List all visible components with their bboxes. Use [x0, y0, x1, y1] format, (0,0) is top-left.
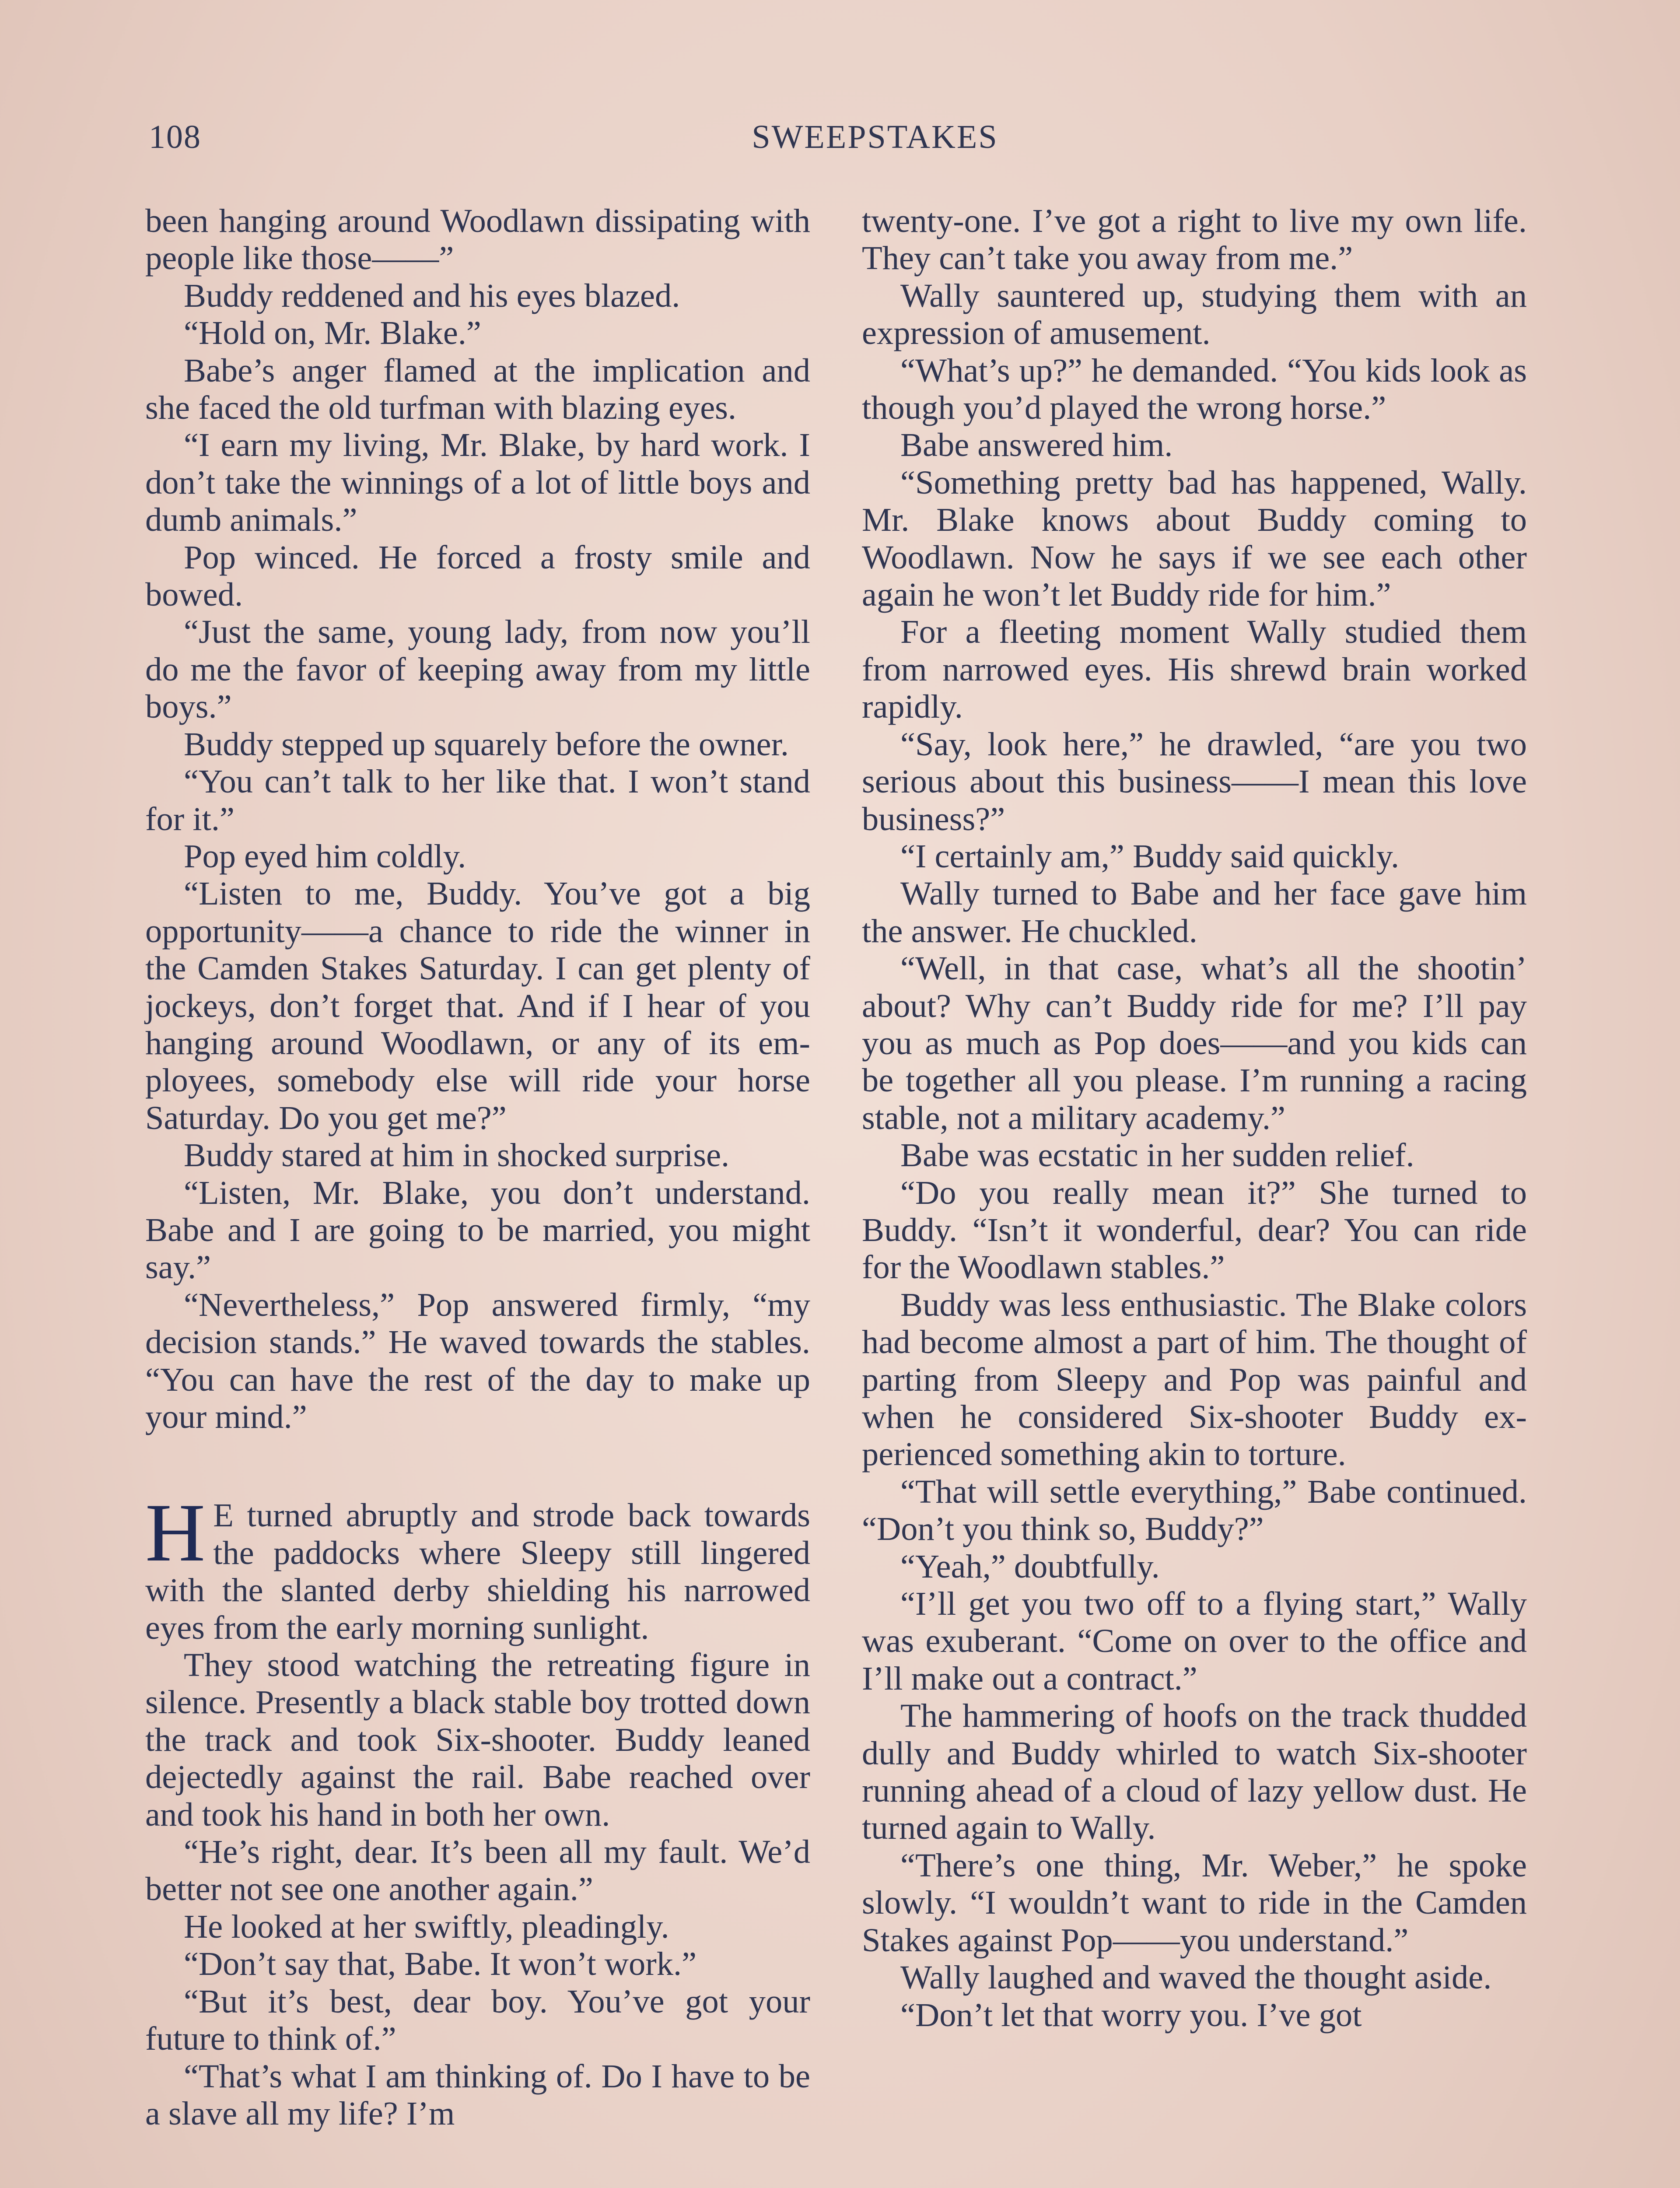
paragraph: “There’s one thing, Mr. Weber,” he spoke slowly. “I wouldn’t want to ride in the Camden Stakes against Pop——you understand.” — [862, 1846, 1527, 1959]
paragraph: The hammering of hoofs on the track thudded dully and Buddy whirled to watch Six-shooter running ahead of a cloud of lazy yellow dust. He turned again to Wally. — [862, 1697, 1527, 1847]
paragraph: Buddy was less enthusiastic. The Blake colors had become almost a part of him. The thought of parting from Sleepy and Pop was painful and when he considered Six-shooter Buddy experienced something akin to torture. — [862, 1286, 1527, 1473]
left-column — [145, 202, 810, 2132]
drop-cap-text: E turned abruptly and strode back towards the paddocks where Sleepy still lingered with the slanted derby shielding his narrowed eyes from the early morning sunlight. — [145, 1497, 810, 1646]
paragraph: Pop eyed him coldly. — [184, 837, 466, 875]
paragraph: Pop winced. He forced a frosty smile and bowed. — [145, 538, 810, 614]
drop-cap: H — [145, 1487, 206, 1579]
paragraph: “That will settle everything,” Babe continued. “Don’t you think so, Buddy?” — [862, 1473, 1527, 1548]
paragraph: “Yeah,” doubtfully. — [900, 1547, 1160, 1585]
paragraph: They stood watching the retreating figure in silence. Presently a black stable boy trotted down the track and took Six-shooter. Buddy leaned dejectedly against the rail. Babe reached over and took his hand in both her own. — [145, 1646, 810, 1833]
paragraph: Wally laughed and waved the thought aside. — [900, 1959, 1492, 1996]
paragraph: “I’ll get you two off to a flying start,” Wally was exuberant. “Come on over to the office and I’ll make out a contract.” — [862, 1585, 1527, 1697]
paragraph: been hanging around Woodlawn dissipating with people like those——” — [145, 202, 810, 277]
paragraph: “You can’t talk to her like that. I won’t stand for it.” — [145, 763, 810, 838]
paragraph: “Listen to me, Buddy. You’ve got a big opportunity——a chance to ride the winner in the Camden Stakes Saturday. I can get plenty of jockeys, don’t forget that. And if I hear of you hanging around Woodlawn, or any of its employees, somebody else will ride your horse Saturday. Do you get me?” — [145, 875, 810, 1136]
paragraph: Babe answered him. — [900, 426, 1173, 464]
paragraph: Buddy reddened and his eyes blazed. — [184, 277, 680, 314]
paragraph: “I certainly am,” Buddy said quickly. — [900, 837, 1400, 875]
paragraph: Babe was ecstatic in her sudden relief. — [900, 1136, 1414, 1174]
paragraph: Buddy stared at him in shocked surprise. — [184, 1136, 730, 1174]
paragraph: “Hold on, Mr. Blake.” — [184, 314, 481, 352]
right-column — [862, 202, 1527, 2034]
paragraph: He looked at her swiftly, pleadingly. — [184, 1907, 669, 1945]
paragraph: “Well, in that case, what’s all the shootin’ about? Why can’t Buddy ride for me? I’ll pay you as much as Pop does——and you kids can be together all you please. I’m running a racing stable, not a military academy.” — [862, 950, 1527, 1136]
page-header — [149, 118, 1536, 166]
paragraph: “What’s up?” he demanded. “You kids look as though you’d played the wrong horse.” — [862, 351, 1527, 427]
paragraph: “He’s right, dear. It’s been all my fault. We’d better not see one another again.” — [145, 1833, 810, 1908]
paragraph: “I earn my living, Mr. Blake, by hard work. I don’t take the winnings of a lot of little boys and dumb animals.” — [145, 426, 810, 539]
paragraph: “Listen, Mr. Blake, you don’t understand. Babe and I are going to be married, you might say.” — [145, 1174, 810, 1286]
paragraph: “Something pretty bad has happened, Wally. Mr. Blake knows about Buddy coming to Woodlawn. Now he says if we see each other again he won’t let Buddy ride for him.” — [862, 463, 1527, 614]
paragraph: “But it’s best, dear boy. You’ve got your future to think of.” — [145, 1982, 810, 2058]
drop-cap-paragraph — [145, 1487, 810, 1646]
paragraph: “Just the same, young lady, from now you’ll do me the favor of keeping away from my little boys.” — [145, 613, 810, 726]
paragraph: “That’s what I am thinking of. Do I have to be a slave all my life? I’m — [145, 2057, 810, 2132]
section-break — [145, 1435, 810, 1497]
paragraph: “Don’t say that, Babe. It won’t work.” — [184, 1945, 697, 1983]
paragraph: Babe’s anger flamed at the implication and she faced the old turfman with blazing eyes. — [145, 351, 810, 427]
paragraph: “Say, look here,” he drawled, “are you two serious about this business——I mean this love business?” — [862, 725, 1527, 838]
paragraph: Wally turned to Babe and her face gave him the answer. He chuckled. — [862, 875, 1527, 950]
paragraph: For a fleeting moment Wally studied them from narrowed eyes. His shrewd brain worked rapidly. — [862, 613, 1527, 726]
page-number: 108 — [149, 119, 201, 155]
running-title: SWEEPSTAKES — [752, 119, 998, 155]
paragraph: “Nevertheless,” Pop answered firmly, “my decision stands.” He waved towards the stables. “You can have the rest of the day to make up your mind.” — [145, 1286, 810, 1435]
paragraph: “Don’t let that worry you. I’ve got — [900, 1996, 1362, 2034]
paragraph: Wally sauntered up, studying them with an expression of amusement. — [862, 277, 1527, 352]
paragraph: Buddy stepped up squarely before the owner. — [184, 725, 789, 763]
paragraph: twenty-one. I’ve got a right to live my own life. They can’t take you away from me.” — [862, 202, 1527, 277]
paragraph: “Do you really mean it?” She turned to Buddy. “Isn’t it wonderful, dear? You can ride for the Woodlawn stables.” — [862, 1174, 1527, 1286]
